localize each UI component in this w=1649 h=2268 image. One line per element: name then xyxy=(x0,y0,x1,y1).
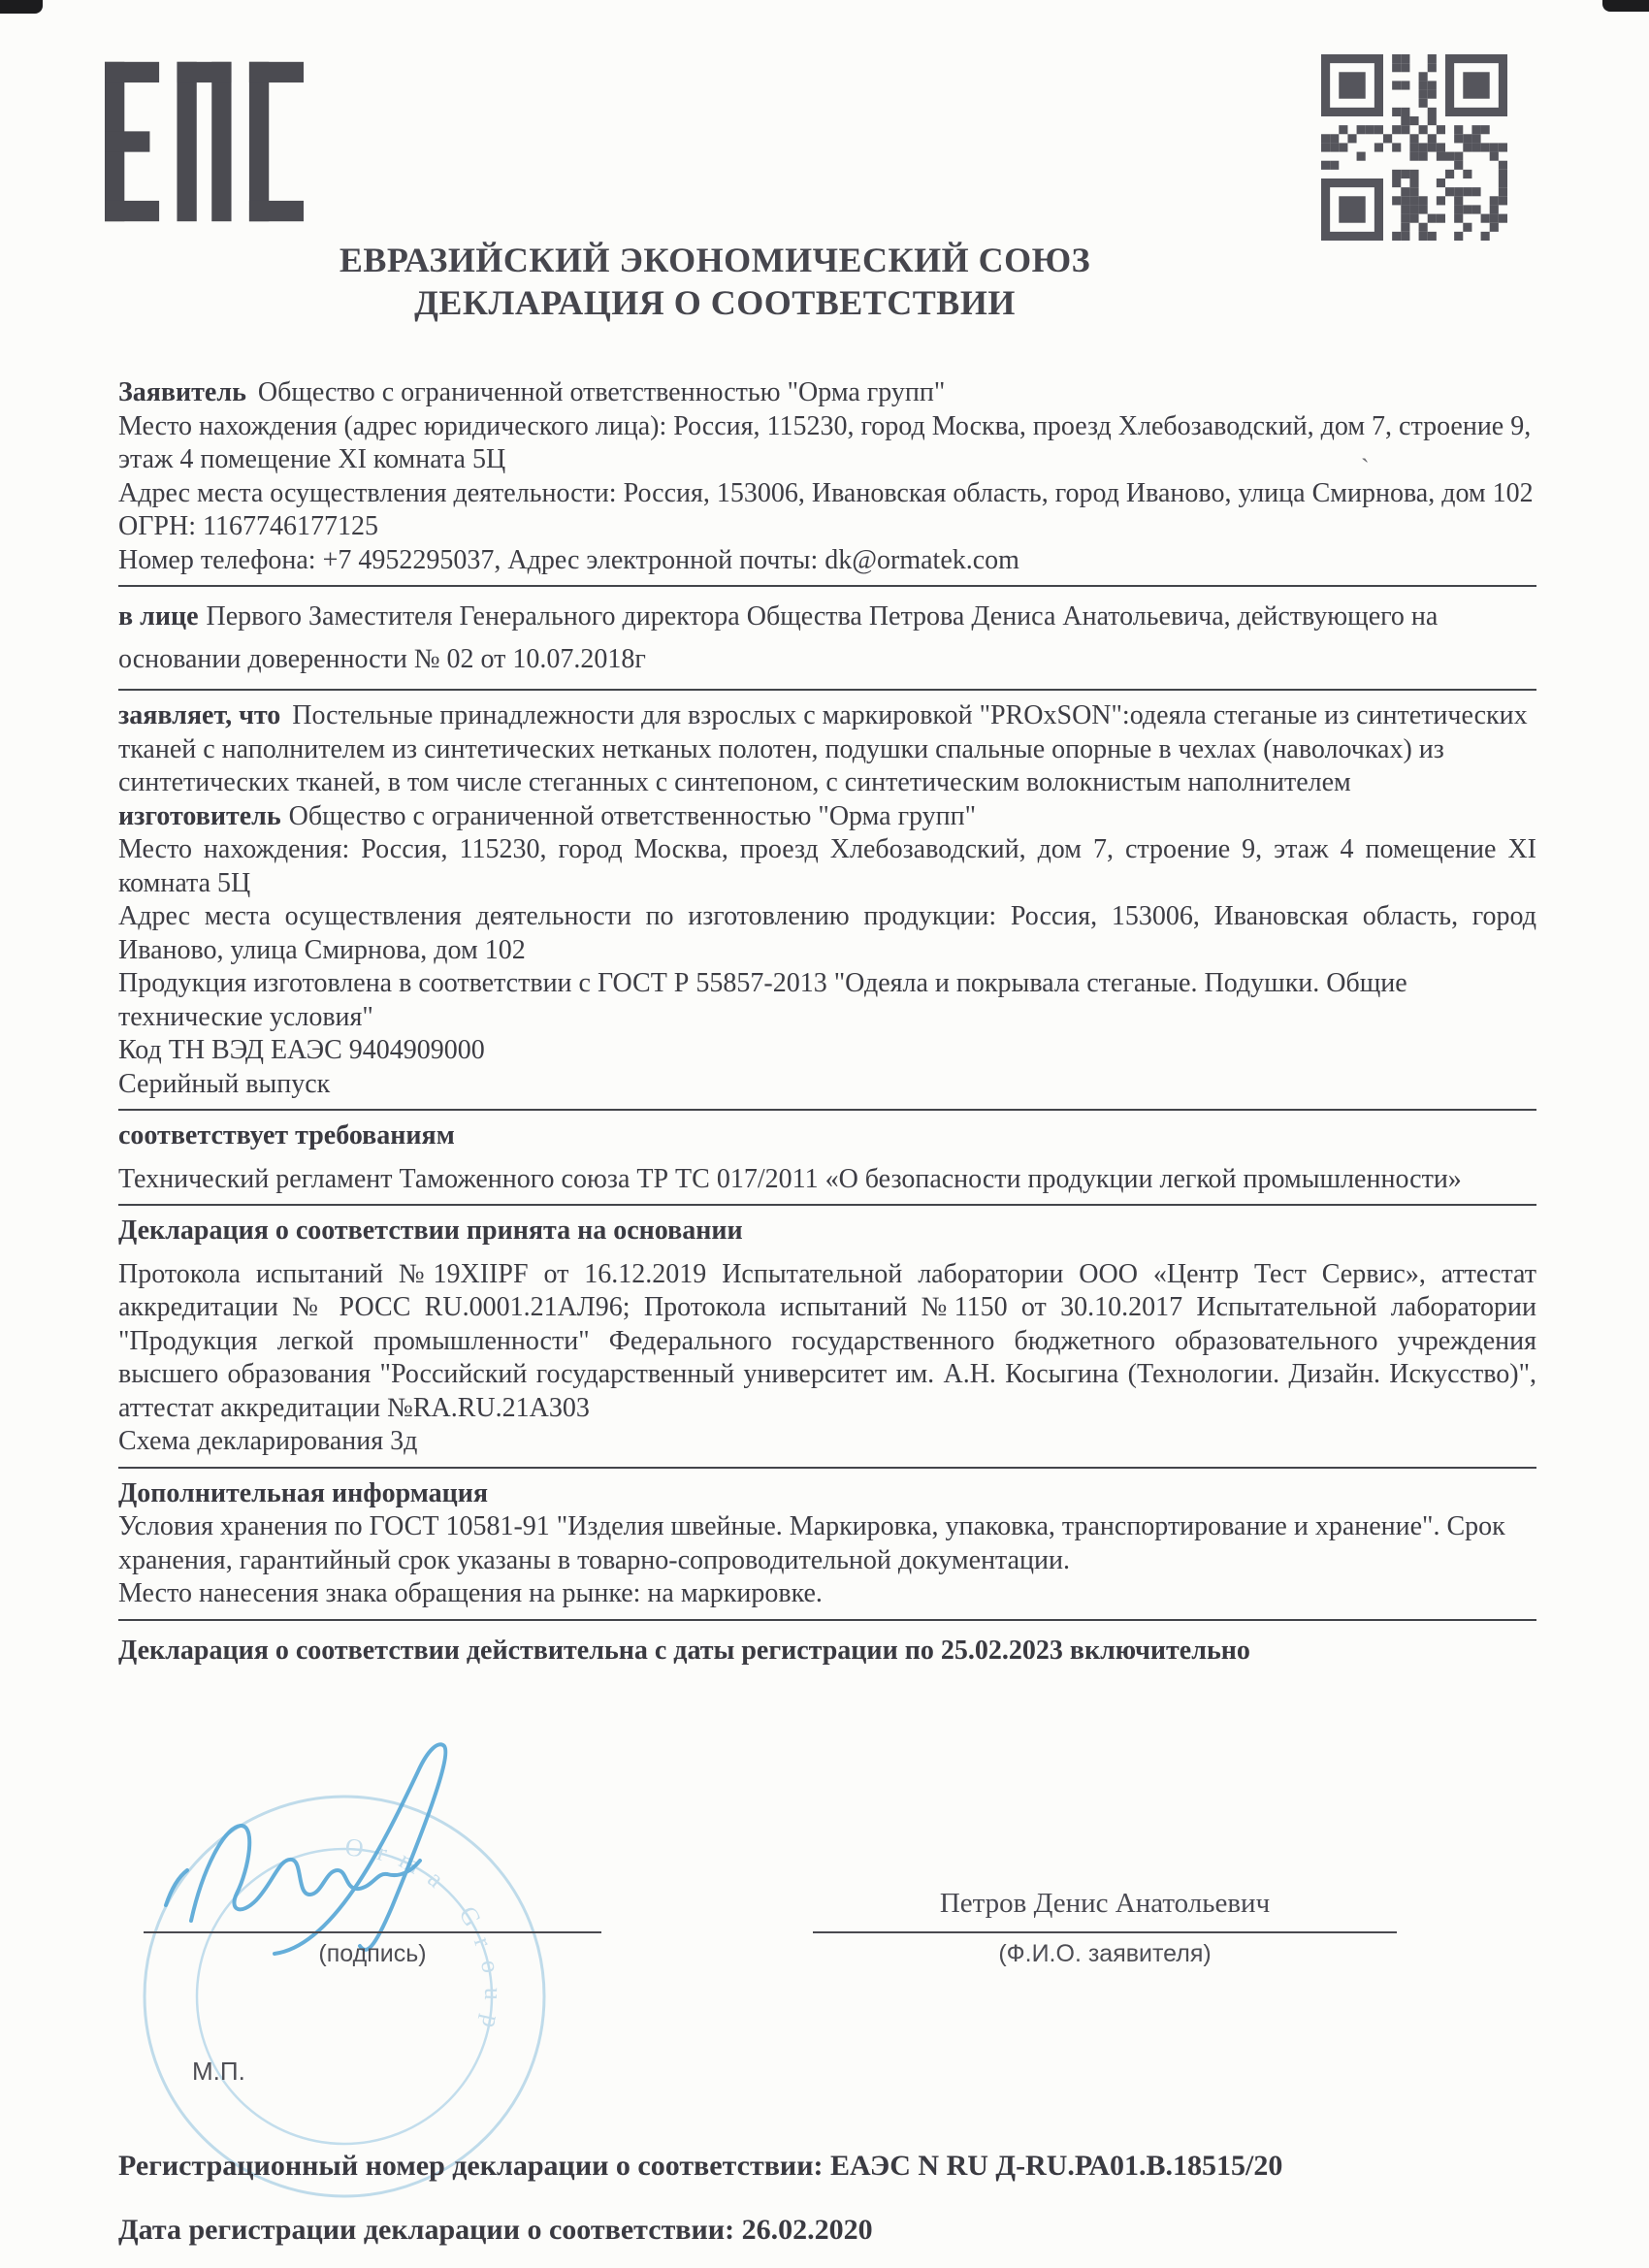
applicant-name: Общество с ограниченной ответственностью "Орма групп" xyxy=(257,377,946,407)
signature-caption: (подпись) xyxy=(318,1940,427,1967)
stamp-place-caption: М.П. xyxy=(192,2057,245,2086)
scan-artifact-top-left xyxy=(0,0,43,14)
section-divider xyxy=(118,585,1536,587)
basis-text: Протокола испытаний №19XIIPF от 16.12.2019 Испытательной лаборатории ООО «Центр Тест Сервис», аттестат аккредитации № РОСС RU.0001.21АЛ96; Протокола испытаний №1150 от 30.10.2017 Испытательной лаборатории "Продукция легкой промышленности" Федерального государственного бюджетного образовательного учреждения высшего образования "Российский государственный университет им. А.Н. Косыгина (Технологии. Дизайн. Искусство)", аттестат аккредитации №RA.RU.21А303 xyxy=(118,1258,1536,1423)
applicant-legal-address: Место нахождения (адрес юридического лица): Россия, 115230, город Москва, проезд Хлебозаводский, дом 7, строение 9, этаж 4 помещение XI комната 5Ц xyxy=(118,410,1532,474)
manufacturer-line xyxy=(118,800,1536,834)
applicant-line xyxy=(118,376,1536,410)
manufacturer-name: Общество с ограниченной ответственностью "Орма групп" xyxy=(288,800,977,831)
signer-name: Петров Денис Анатольевич xyxy=(939,1888,1271,1919)
doc-title xyxy=(118,239,1311,324)
qr-code xyxy=(1321,54,1507,241)
eac-mark-icon xyxy=(105,58,304,225)
declares-label: заявляет, что xyxy=(118,700,281,730)
production-address: Адрес места осуществления деятельности по изготовлению продукции: Россия, 153006, Ивановская область, город Иваново, улица Смирнова, дом 102 xyxy=(118,901,1536,965)
section-divider xyxy=(118,1619,1536,1621)
product-description: Постельные принадлежности для взрослых с маркировкой "PROxSON":одеяла стеганые из синтетических тканей с наполнителем из синтетических нетканых полотен, подушки спальные опорные в чехлах (наволочках) из синтетических тканей, в том числе стеганных с синтепоном, с синтетическим волокнистым наполнителем xyxy=(118,700,1528,797)
representative-text: Первого Заместителя Генерального директора Общества Петрова Дениса Анатольевича, действующего на основании доверенности № 02 от 10.07.2018г xyxy=(118,601,1439,674)
signer-name-line xyxy=(813,1931,1397,1933)
doc-title-line2: ДЕКЛАРАЦИЯ О СООТВЕТСТВИИ xyxy=(414,283,1016,322)
applicant-contacts: Номер телефона: +7 4952295037, Адрес электронной почты: dk@ormatek.com xyxy=(118,544,1019,575)
scan-artifact-top-right xyxy=(1602,0,1649,12)
registration-date-line: Дата регистрации декларации о соответствии: 26.02.2020 xyxy=(118,2214,873,2246)
product-declaration xyxy=(118,699,1536,800)
signer-name-caption: (Ф.И.О. заявителя) xyxy=(998,1940,1212,1967)
section-divider xyxy=(118,1467,1536,1469)
representative-label: в лице xyxy=(118,601,199,632)
validity-text: Декларация о соответствии действительна с даты регистрации по 25.02.2023 включительно xyxy=(118,1635,1250,1666)
gost-line: Продукция изготовлена в соответствии с ГОСТ Р 55857-2013 "Одеяла и покрывала стеганые. Подушки. Общие технические условия" xyxy=(118,968,1407,1032)
applicant-activity-address: Адрес места осуществления деятельности: Россия, 153006, Ивановская область, город Иваново, улица Смирнова, дом 102 xyxy=(118,477,1534,508)
section-divider xyxy=(118,689,1536,691)
additional-heading: Дополнительная информация xyxy=(118,1477,489,1508)
section-divider xyxy=(118,1204,1536,1206)
applicant-ogrn: ОГРН: 1167746177125 xyxy=(118,511,378,541)
scheme-line: Схема декларирования 3д xyxy=(118,1426,418,1456)
basis-heading: Декларация о соответствии принята на основании xyxy=(118,1215,743,1246)
tnved-code-line: Код ТН ВЭД ЕАЭС 9404909000 xyxy=(118,1035,485,1065)
doc-body xyxy=(118,376,1536,1672)
compliance-heading: соответствует требованиям xyxy=(118,1120,455,1150)
scan-artifact-tick: ` xyxy=(1361,454,1370,482)
signature-line xyxy=(144,1931,601,1933)
storage-text: Условия хранения по ГОСТ 10581-91 "Изделия швейные. Маркировка, упаковка, транспортирование и хранение". Срок хранения, гарантийный срок указаны в товарно-сопроводительной документации. xyxy=(118,1511,1505,1575)
manufacturer-address: Место нахождения: Россия, 115230, город Москва, проезд Хлебозаводский, дом 7, строение 9, этаж 4 помещение XI комната 5Ц xyxy=(118,834,1536,898)
doc-title-line1: ЕВРАЗИЙСКИЙ ЭКОНОМИЧЕСКИЙ СОЮЗ xyxy=(339,241,1091,279)
serial-line: Серийный выпуск xyxy=(118,1068,331,1099)
mark-place-text: Место нанесения знака обращения на рынке: на маркировке. xyxy=(118,1578,823,1608)
stamp-text: Orma Group xyxy=(343,1832,508,2045)
signature-scribble xyxy=(131,1715,616,1958)
representative-line xyxy=(118,596,1536,681)
applicant-label: Заявитель xyxy=(118,377,246,407)
section-divider xyxy=(118,1109,1536,1111)
registration-number-line: Регистрационный номер декларации о соответствии: ЕАЭС N RU Д-RU.РА01.В.18515/20 xyxy=(118,2150,1283,2182)
compliance-text: Технический регламент Таможенного союза ТР ТС 017/2011 «О безопасности продукции легкой промышленности» xyxy=(118,1163,1462,1194)
manufacturer-label: изготовитель xyxy=(118,800,281,831)
